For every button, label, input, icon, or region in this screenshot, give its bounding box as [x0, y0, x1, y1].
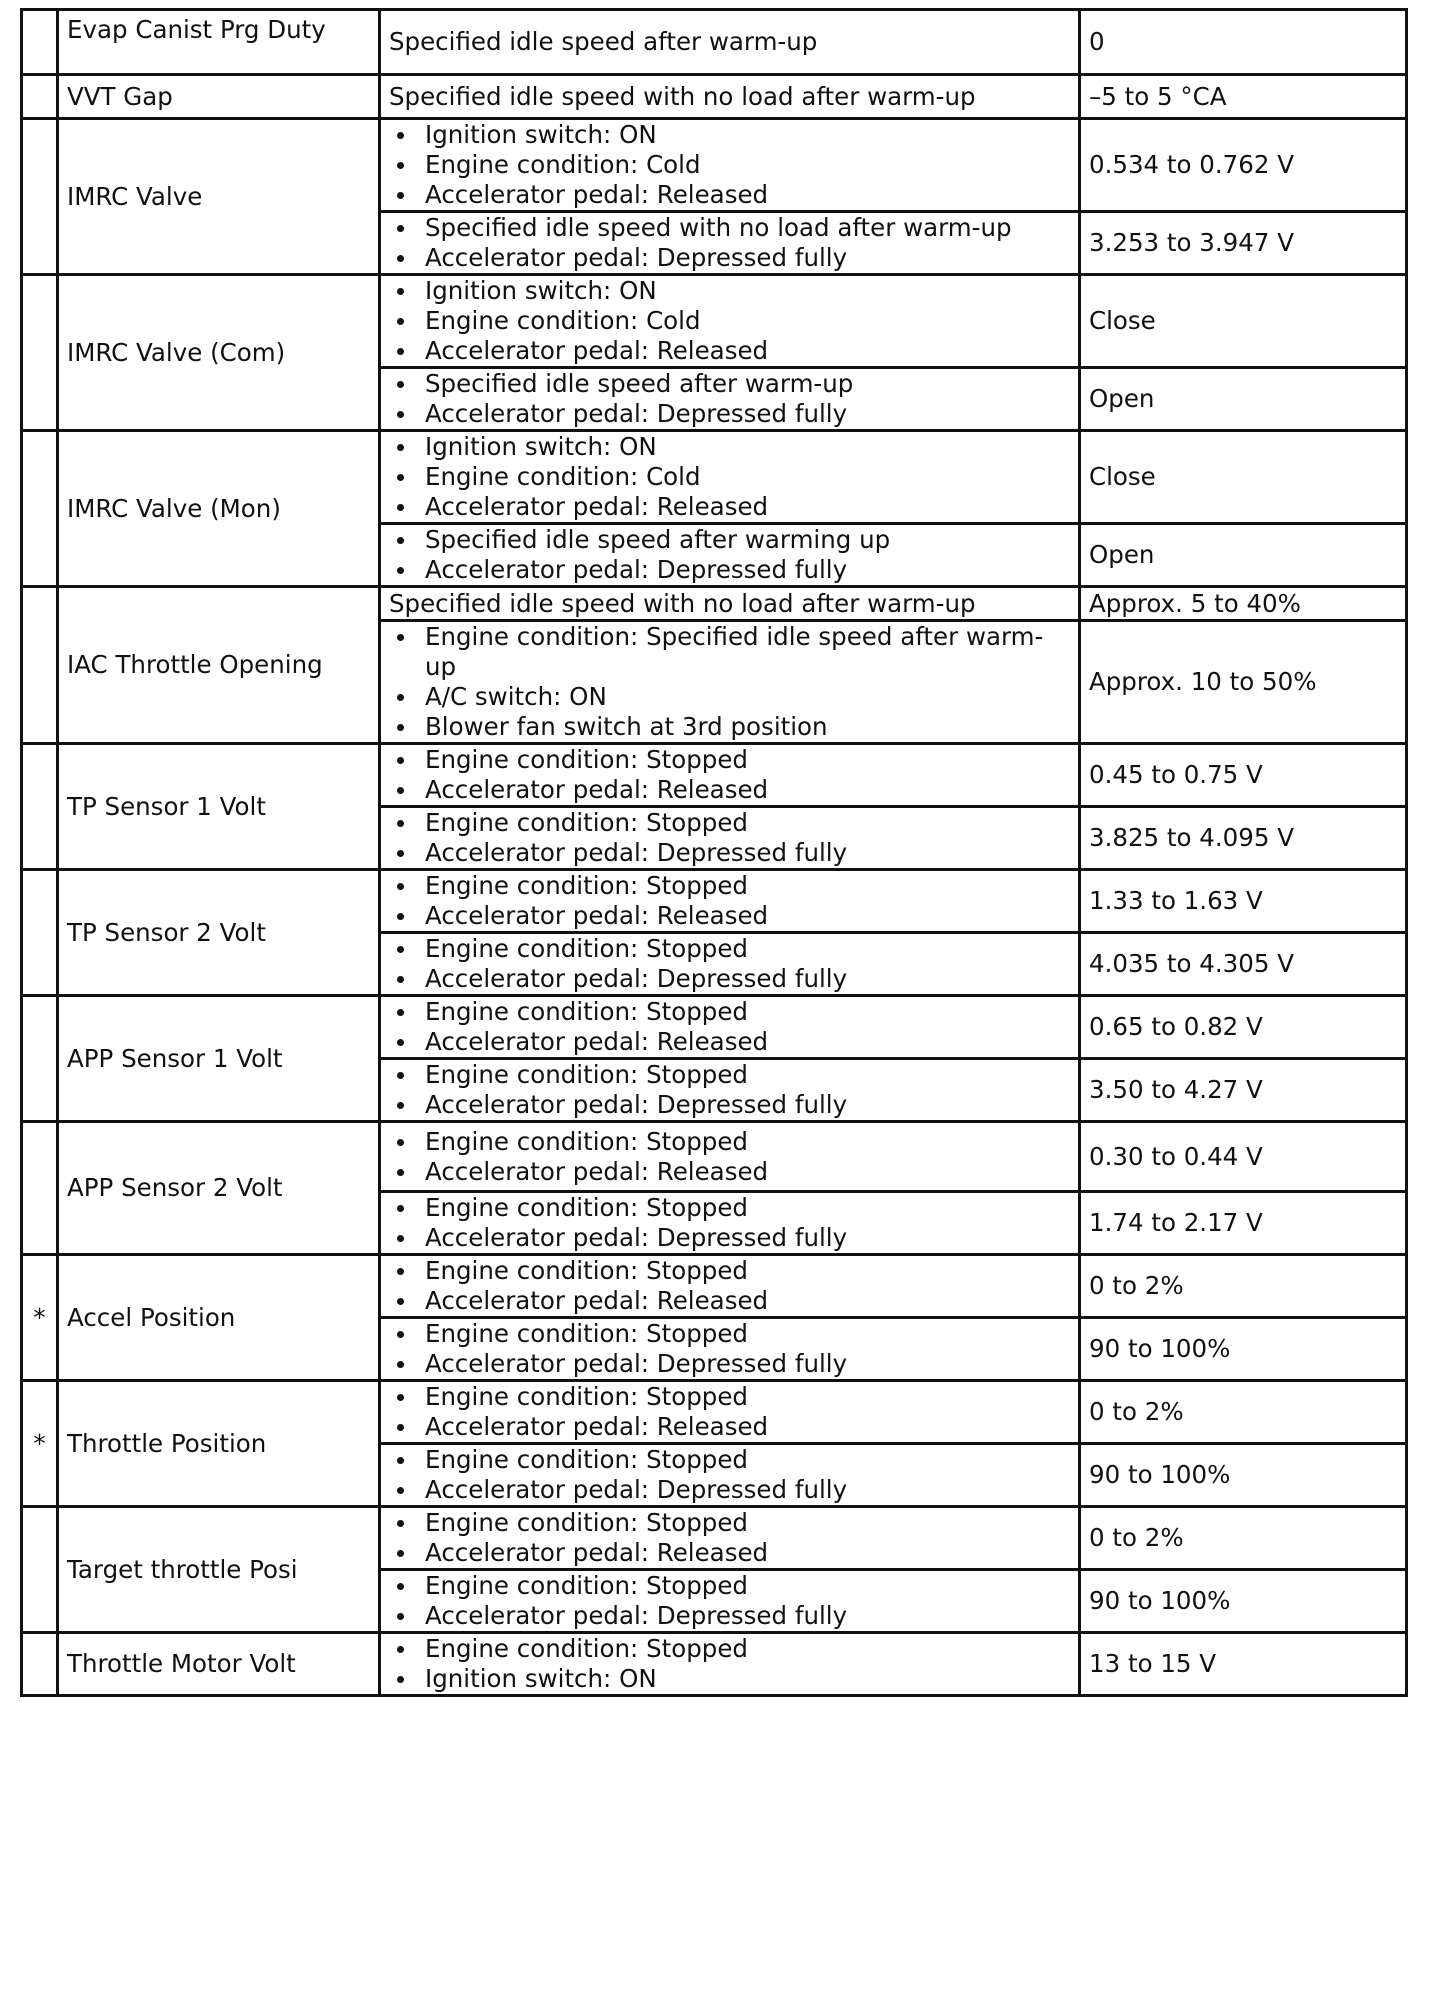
condition-cell [380, 524, 1080, 587]
table-row [22, 275, 1407, 368]
condition-list [389, 934, 1070, 994]
condition-list-item: Accelerator pedal: Depressed fully [415, 243, 1070, 273]
condition-cell: Specified idle speed after warm-up [380, 10, 1080, 75]
table-row [22, 996, 1407, 1059]
condition-list-item: Accelerator pedal: Depressed fully [415, 399, 1070, 429]
condition-list-item: Accelerator pedal: Depressed fully [415, 1223, 1070, 1253]
condition-list-item: Engine condition: Stopped [415, 1382, 1070, 1412]
condition-list-item: Accelerator pedal: Released [415, 336, 1070, 366]
condition-list-item: Ignition switch: ON [415, 120, 1070, 150]
monitor-item-cell: Throttle Motor Volt [58, 1633, 380, 1696]
condition-list [389, 1193, 1070, 1253]
marker-cell [22, 870, 58, 996]
condition-list-item: Accelerator pedal: Released [415, 1286, 1070, 1316]
condition-list-item: Engine condition: Stopped [415, 997, 1070, 1027]
condition-cell [380, 368, 1080, 431]
value-cell: 3.50 to 4.27 V [1080, 1059, 1407, 1122]
condition-list [389, 1508, 1070, 1568]
condition-cell [380, 1633, 1080, 1696]
condition-cell [380, 807, 1080, 870]
condition-list [389, 1571, 1070, 1631]
condition-list-item: Engine condition: Cold [415, 150, 1070, 180]
condition-list-item: Accelerator pedal: Released [415, 775, 1070, 805]
condition-cell [380, 1444, 1080, 1507]
condition-list-item: Engine condition: Stopped [415, 1256, 1070, 1286]
condition-list-item: Blower fan switch at 3rd position [415, 712, 1070, 742]
condition-list [389, 622, 1070, 742]
table-row [22, 1507, 1407, 1570]
condition-list-item: Engine condition: Cold [415, 462, 1070, 492]
condition-list-item: Accelerator pedal: Depressed fully [415, 964, 1070, 994]
condition-list-item: Accelerator pedal: Released [415, 1538, 1070, 1568]
marker-cell: * [22, 1381, 58, 1507]
condition-cell [380, 431, 1080, 524]
value-cell: 1.33 to 1.63 V [1080, 870, 1407, 933]
condition-cell: Specified idle speed with no load after warm-up [380, 587, 1080, 621]
value-cell: 0.30 to 0.44 V [1080, 1122, 1407, 1192]
condition-list [389, 745, 1070, 805]
monitor-item-cell: TP Sensor 1 Volt [58, 744, 380, 870]
condition-list [389, 808, 1070, 868]
monitor-item-cell: Target throttle Posi [58, 1507, 380, 1633]
value-cell: 0 to 2% [1080, 1381, 1407, 1444]
marker-cell [22, 119, 58, 275]
value-cell: 4.035 to 4.305 V [1080, 933, 1407, 996]
condition-cell [380, 1122, 1080, 1192]
condition-list-item: Accelerator pedal: Released [415, 1412, 1070, 1442]
table-row [22, 744, 1407, 807]
marker-cell [22, 275, 58, 431]
spec-table [20, 8, 1408, 1697]
condition-cell [380, 212, 1080, 275]
table-row [22, 1255, 1407, 1318]
condition-list-item: Engine condition: Stopped [415, 1445, 1070, 1475]
marker-cell: * [22, 1255, 58, 1381]
condition-cell [380, 1507, 1080, 1570]
condition-list [389, 432, 1070, 522]
table-row [22, 431, 1407, 524]
condition-list-item: Ignition switch: ON [415, 1664, 1070, 1694]
value-cell: Open [1080, 368, 1407, 431]
value-cell: 0.534 to 0.762 V [1080, 119, 1407, 212]
value-cell: 90 to 100% [1080, 1570, 1407, 1633]
value-cell: Approx. 5 to 40% [1080, 587, 1407, 621]
marker-cell [22, 587, 58, 744]
value-cell: –5 to 5 °CA [1080, 75, 1407, 119]
condition-cell [380, 1570, 1080, 1633]
condition-list-item: Accelerator pedal: Depressed fully [415, 555, 1070, 585]
table-row [22, 1633, 1407, 1696]
value-cell: 0 to 2% [1080, 1255, 1407, 1318]
value-cell: 0.45 to 0.75 V [1080, 744, 1407, 807]
condition-list-item: Engine condition: Stopped [415, 1508, 1070, 1538]
value-cell: Close [1080, 275, 1407, 368]
monitor-item-cell: APP Sensor 2 Volt [58, 1122, 380, 1255]
condition-list [389, 1319, 1070, 1379]
condition-list [389, 871, 1070, 931]
condition-list-item: Engine condition: Cold [415, 306, 1070, 336]
value-cell: 0 [1080, 10, 1407, 75]
condition-list [389, 1127, 1070, 1187]
condition-list [389, 1634, 1070, 1694]
table-row [22, 587, 1407, 621]
condition-list-item: Ignition switch: ON [415, 276, 1070, 306]
condition-list-item: Ignition switch: ON [415, 432, 1070, 462]
condition-list [389, 525, 1070, 585]
condition-list-item: Engine condition: Stopped [415, 1634, 1070, 1664]
marker-cell [22, 1507, 58, 1633]
value-cell: 90 to 100% [1080, 1444, 1407, 1507]
monitor-item-cell: IAC Throttle Opening [58, 587, 380, 744]
marker-cell [22, 1633, 58, 1696]
condition-list-item: Engine condition: Stopped [415, 871, 1070, 901]
monitor-item-cell: IMRC Valve (Mon) [58, 431, 380, 587]
condition-list-item: Accelerator pedal: Depressed fully [415, 838, 1070, 868]
monitor-item-cell: TP Sensor 2 Volt [58, 870, 380, 996]
condition-list [389, 276, 1070, 366]
table-row [22, 1122, 1407, 1192]
condition-list-item: Engine condition: Stopped [415, 1193, 1070, 1223]
condition-list-item: Accelerator pedal: Released [415, 1027, 1070, 1057]
marker-cell [22, 10, 58, 75]
condition-cell [380, 933, 1080, 996]
condition-cell: Specified idle speed with no load after warm-up [380, 75, 1080, 119]
condition-list-item: Engine condition: Stopped [415, 1319, 1070, 1349]
condition-list-item: Specified idle speed after warm-up [415, 369, 1070, 399]
spec-table-body [22, 10, 1407, 1696]
condition-cell [380, 275, 1080, 368]
condition-list-item: Engine condition: Specified idle speed after warm-up [415, 622, 1070, 682]
table-row [22, 870, 1407, 933]
condition-list-item: Engine condition: Stopped [415, 745, 1070, 775]
value-cell: 0 to 2% [1080, 1507, 1407, 1570]
monitor-item-cell: Throttle Position [58, 1381, 380, 1507]
monitor-item-cell: Accel Position [58, 1255, 380, 1381]
condition-list [389, 1382, 1070, 1442]
table-row [22, 75, 1407, 119]
condition-cell [380, 1318, 1080, 1381]
condition-list-item: Accelerator pedal: Depressed fully [415, 1349, 1070, 1379]
condition-list-item: Specified idle speed after warming up [415, 525, 1070, 555]
marker-cell [22, 75, 58, 119]
condition-list [389, 120, 1070, 210]
marker-cell [22, 996, 58, 1122]
value-cell: 13 to 15 V [1080, 1633, 1407, 1696]
condition-list-item: Engine condition: Stopped [415, 1571, 1070, 1601]
condition-cell [380, 119, 1080, 212]
condition-list-item: Engine condition: Stopped [415, 1060, 1070, 1090]
table-row [22, 10, 1407, 75]
value-cell: Close [1080, 431, 1407, 524]
condition-list [389, 997, 1070, 1057]
condition-list-item: Engine condition: Stopped [415, 1127, 1070, 1157]
condition-cell [380, 744, 1080, 807]
table-row [22, 1381, 1407, 1444]
condition-list-item: Accelerator pedal: Depressed fully [415, 1090, 1070, 1120]
value-cell: Approx. 10 to 50% [1080, 621, 1407, 744]
condition-list-item: Engine condition: Stopped [415, 934, 1070, 964]
value-cell: 1.74 to 2.17 V [1080, 1192, 1407, 1255]
condition-cell [380, 1255, 1080, 1318]
condition-list-item: Accelerator pedal: Released [415, 492, 1070, 522]
value-cell: 0.65 to 0.82 V [1080, 996, 1407, 1059]
marker-cell [22, 1122, 58, 1255]
condition-cell [380, 996, 1080, 1059]
monitor-item-cell: IMRC Valve [58, 119, 380, 275]
monitor-item-cell: APP Sensor 1 Volt [58, 996, 380, 1122]
condition-list [389, 1256, 1070, 1316]
condition-list-item: Accelerator pedal: Released [415, 901, 1070, 931]
condition-cell [380, 870, 1080, 933]
condition-list [389, 369, 1070, 429]
condition-list-item: Accelerator pedal: Released [415, 1157, 1070, 1187]
condition-cell [380, 1059, 1080, 1122]
marker-cell [22, 431, 58, 587]
condition-list [389, 1060, 1070, 1120]
condition-cell [380, 1381, 1080, 1444]
monitor-item-cell: IMRC Valve (Com) [58, 275, 380, 431]
condition-list-item: A/C switch: ON [415, 682, 1070, 712]
value-cell: Open [1080, 524, 1407, 587]
condition-list [389, 1445, 1070, 1505]
condition-cell [380, 621, 1080, 744]
monitor-item-cell: Evap Canist Prg Duty [58, 10, 380, 75]
condition-list-item: Accelerator pedal: Released [415, 180, 1070, 210]
table-row [22, 119, 1407, 212]
marker-cell [22, 744, 58, 870]
condition-cell [380, 1192, 1080, 1255]
condition-list [389, 213, 1070, 273]
condition-list-item: Accelerator pedal: Depressed fully [415, 1601, 1070, 1631]
value-cell: 3.253 to 3.947 V [1080, 212, 1407, 275]
condition-list-item: Accelerator pedal: Depressed fully [415, 1475, 1070, 1505]
monitor-item-cell: VVT Gap [58, 75, 380, 119]
spec-table-container [20, 8, 1405, 1697]
condition-list-item: Specified idle speed with no load after warm-up [415, 213, 1070, 243]
value-cell: 3.825 to 4.095 V [1080, 807, 1407, 870]
value-cell: 90 to 100% [1080, 1318, 1407, 1381]
condition-list-item: Engine condition: Stopped [415, 808, 1070, 838]
